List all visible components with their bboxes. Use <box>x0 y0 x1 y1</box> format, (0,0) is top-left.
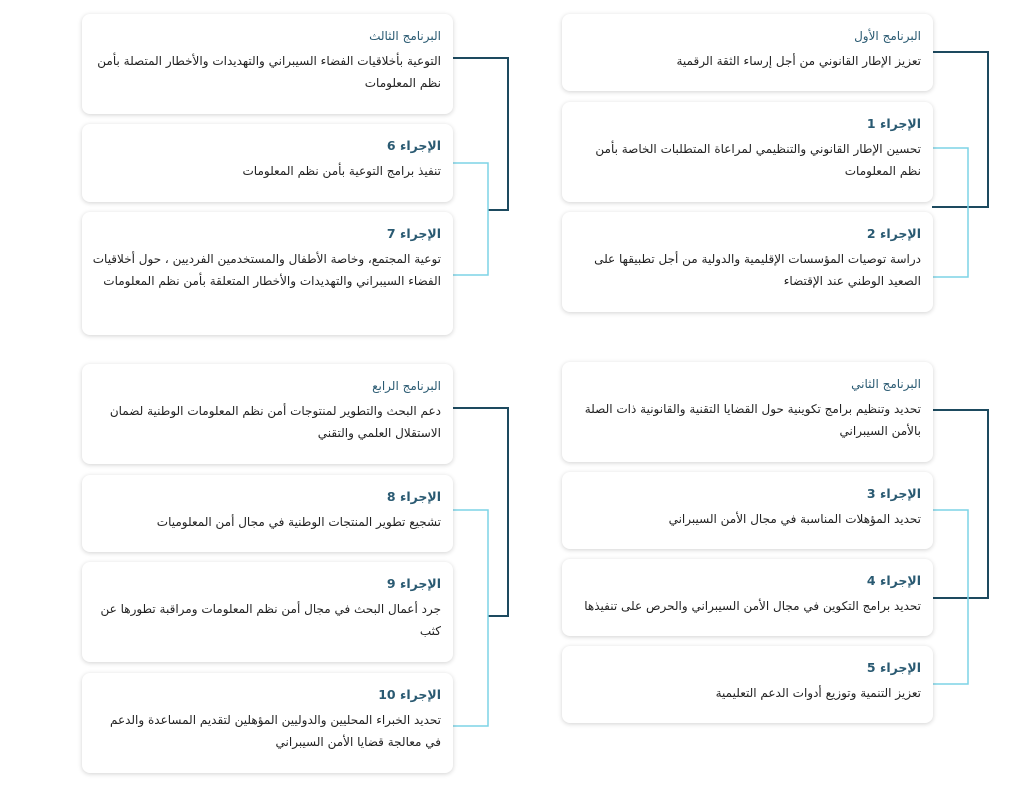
program-1-text: تعزيز الإطار القانوني من أجل إرساء الثقة الرقمية <box>676 54 921 68</box>
action-3-title: الإجراء 3 <box>866 486 921 501</box>
action-1-text: تحسين الإطار القانوني والتنظيمي لمراعاة المتطلبات الخاصة بأمن نظم المعلومات <box>595 142 921 178</box>
connector-program-2 <box>932 410 988 598</box>
action-4-text: تحديد برامج التكوين في مجال الأمن السيبراني والحرص على تنفيذها <box>584 599 921 613</box>
connector-actions-6-7 <box>453 163 488 275</box>
action-6-title: الإجراء 6 <box>386 138 441 153</box>
action-3-text: تحديد المؤهلات المناسبة في مجال الأمن السيبراني <box>668 512 921 526</box>
action-4-title: الإجراء 4 <box>866 573 921 588</box>
program-4-title: البرنامج الرابع <box>372 379 441 393</box>
action-9-card <box>82 562 453 662</box>
connector-actions-8-10 <box>453 510 488 726</box>
action-5-text: تعزيز التنمية وتوزيع أدوات الدعم التعليمية <box>715 686 921 700</box>
action-10-title: الإجراء 10 <box>378 687 441 702</box>
action-3-card <box>562 472 933 549</box>
action-9-text: جرد أعمال البحث في مجال أمن نظم المعلومات ومراقبة تطورها عن كثب <box>100 602 441 638</box>
program-4-text: دعم البحث والتطوير لمنتوجات أمن نظم المعلومات الوطنية لضمان الاستقلال العلمي والتقني <box>109 404 441 440</box>
action-10-text: تحديد الخبراء المحليين والدوليين المؤهلين لتقديم المساعدة والدعم في معالجة قضايا الأمن السيبراني <box>109 713 441 749</box>
action-6-card <box>82 124 453 202</box>
program-2-text: تحديد وتنظيم برامج تكوينية حول القضايا التقنية والقانونية ذات الصلة بالأمن السيبراني <box>584 402 921 438</box>
program-1-card <box>562 14 933 91</box>
action-1-card <box>562 102 933 202</box>
action-7-title: الإجراء 7 <box>386 226 441 241</box>
action-6-text: تنفيذ برامج التوعية بأمن نظم المعلومات <box>242 164 441 178</box>
program-2-title: البرنامج الثاني <box>851 377 921 391</box>
program-3-card <box>82 14 453 114</box>
program-3-title: البرنامج الثالث <box>369 29 441 43</box>
action-4-card <box>562 559 933 636</box>
program-2-card <box>562 362 933 462</box>
action-5-card <box>562 646 933 723</box>
connector-actions-1-2 <box>932 148 968 277</box>
action-7-text: توعية المجتمع، وخاصة الأطفال والمستخدمين الفرديين ، حول أخلاقيات الفضاء السيبراني والتهديدات والأخطار المتعلقة بأمن نظم المعلومات <box>92 252 441 288</box>
program-4-card <box>82 364 453 464</box>
action-2-card <box>562 212 933 312</box>
action-8-card <box>82 475 453 552</box>
action-2-text: دراسة توصيات المؤسسات الإقليمية والدولية من أجل تطبيقها على الصعيد الوطني عند الإقتضاء <box>594 252 921 288</box>
action-5-title: الإجراء 5 <box>866 660 921 675</box>
action-8-text: تشجيع تطوير المنتجات الوطنية في مجال أمن المعلوميات <box>156 515 441 529</box>
action-7-card <box>82 212 453 335</box>
action-8-title: الإجراء 8 <box>386 489 441 504</box>
action-10-card <box>82 673 453 773</box>
connector-program-4 <box>453 408 508 616</box>
action-1-title: الإجراء 1 <box>866 116 921 131</box>
connector-program-1 <box>932 52 988 207</box>
program-1-title: البرنامج الأول <box>854 29 921 43</box>
action-9-title: الإجراء 9 <box>386 576 441 591</box>
action-2-title: الإجراء 2 <box>866 226 921 241</box>
connector-program-3 <box>453 58 508 210</box>
program-3-text: التوعية بأخلاقيات الفضاء السيبراني والتهديدات والأخطار المتصلة بأمن نظم المعلومات <box>97 54 441 90</box>
